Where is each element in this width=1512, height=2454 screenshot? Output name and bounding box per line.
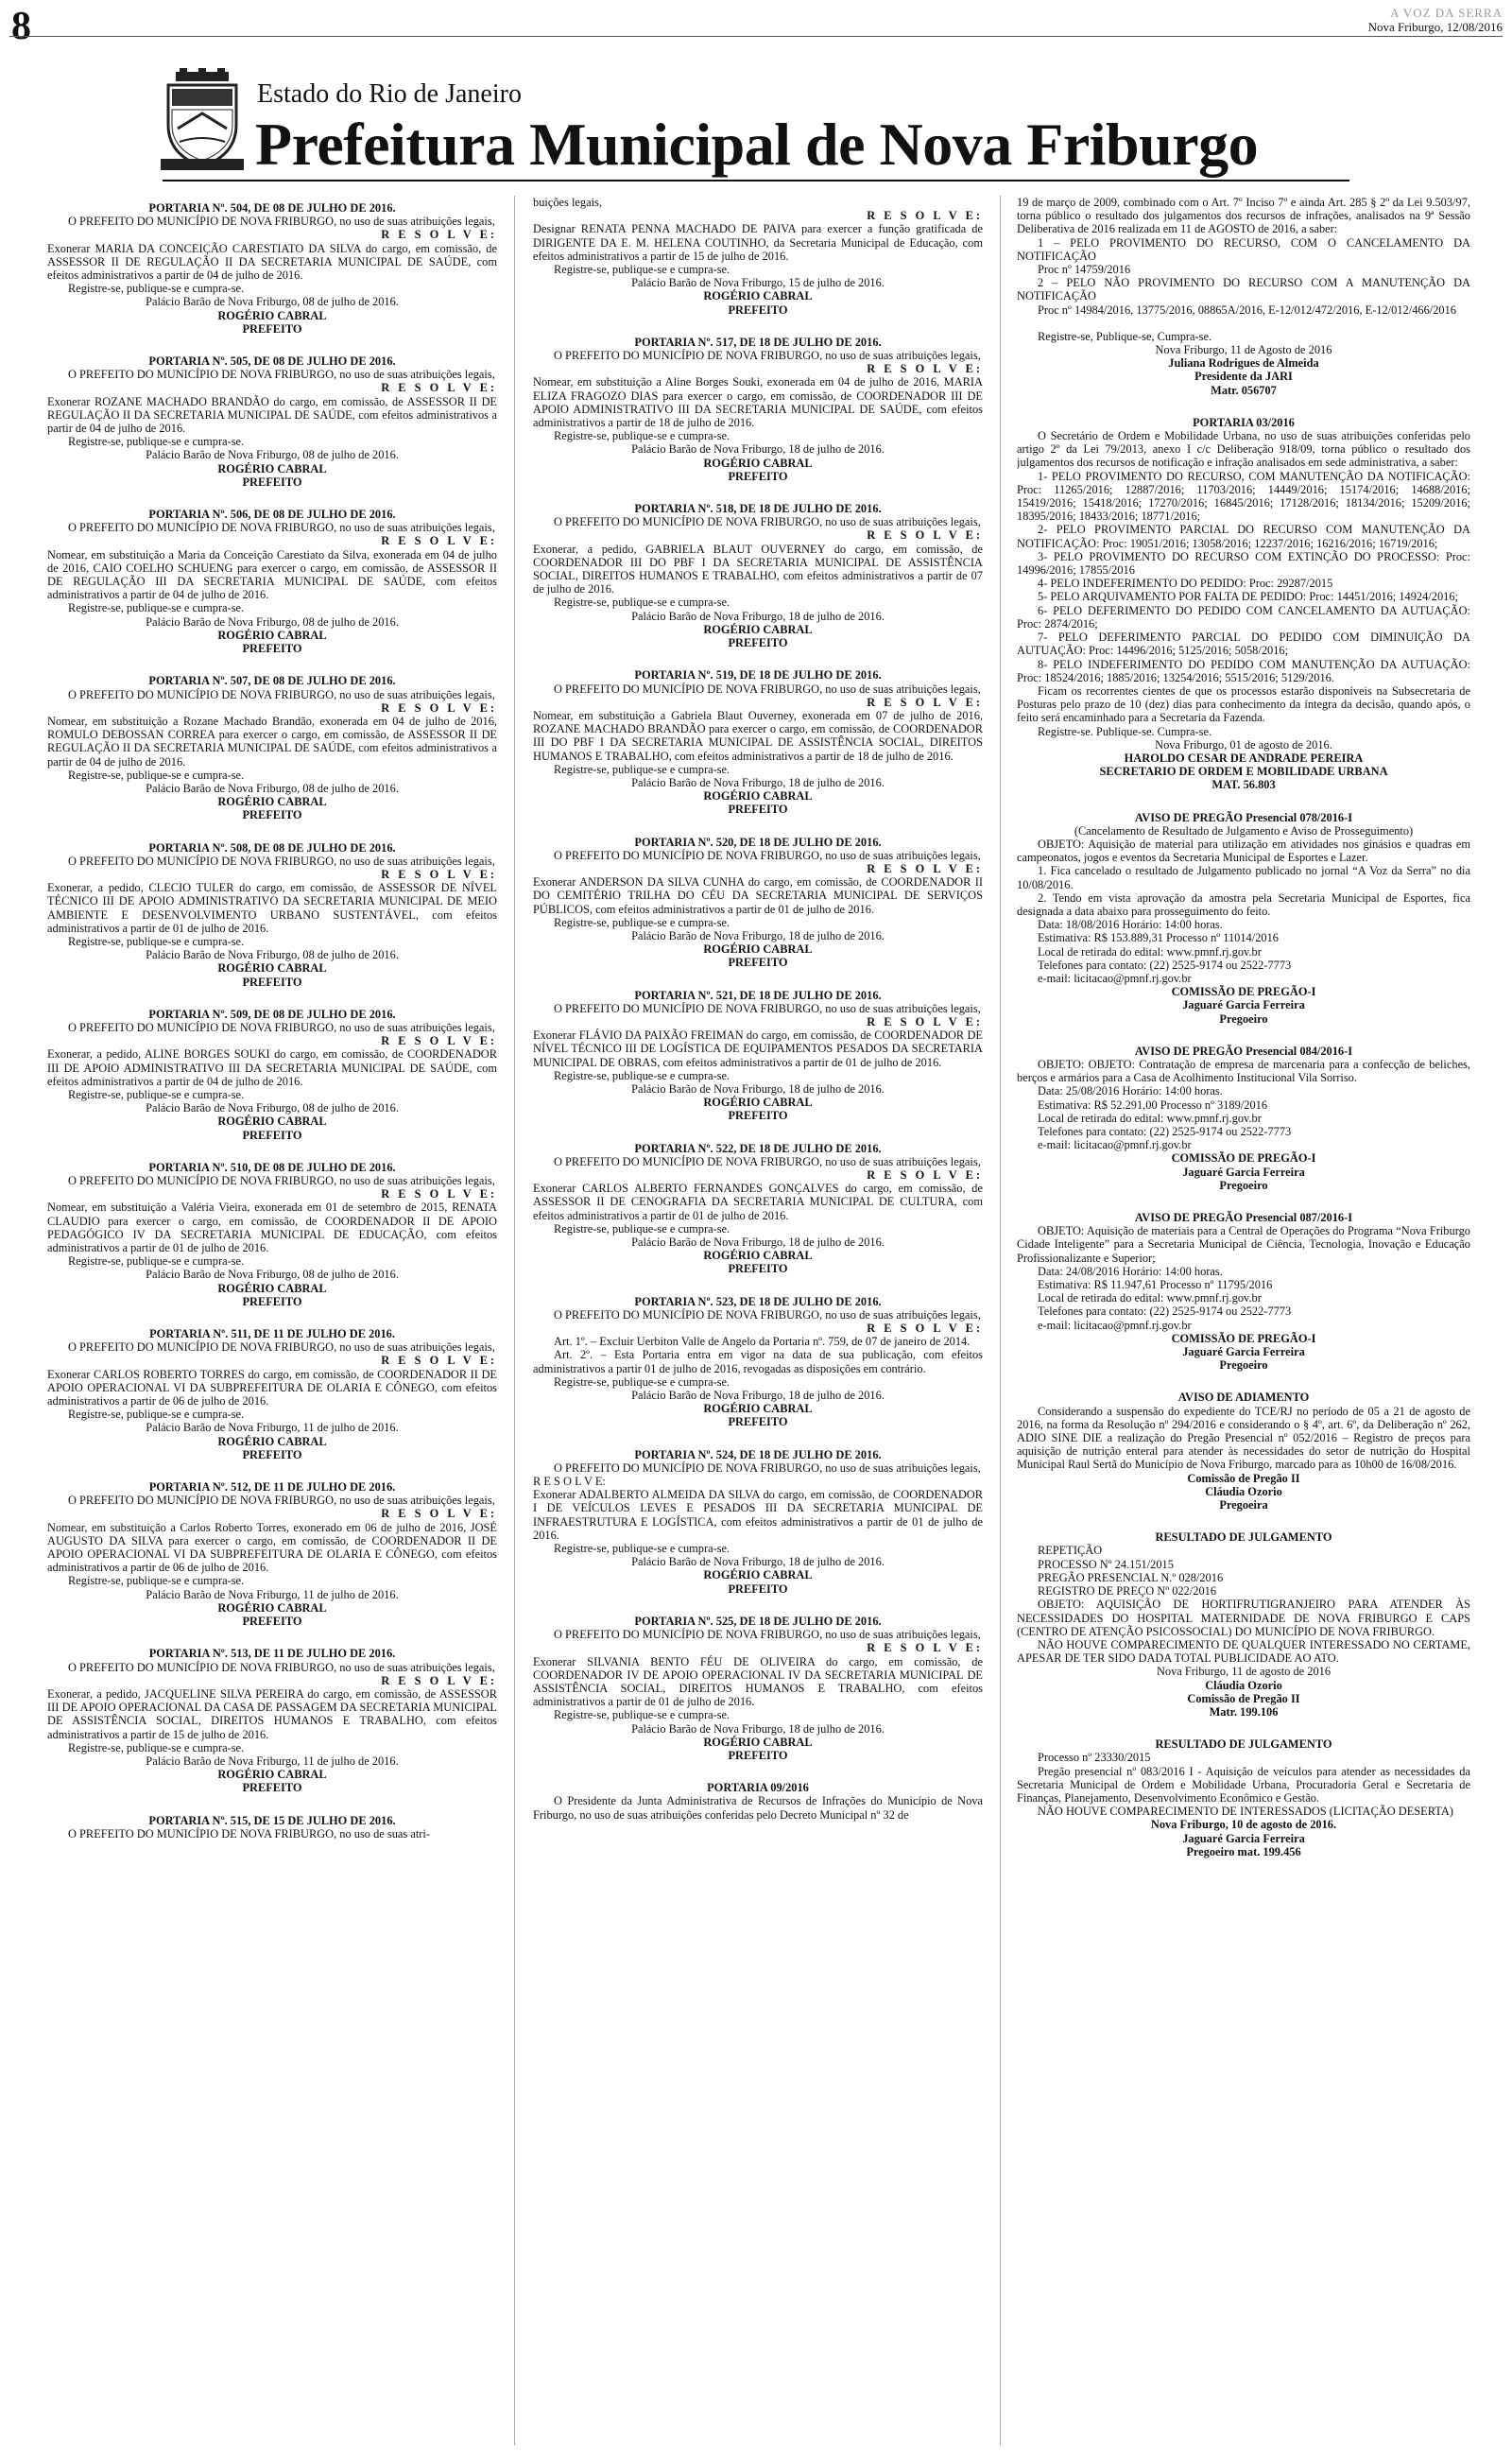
signature-line: PREFEITO xyxy=(728,1262,788,1276)
resolve-heading: R E S O L V E: xyxy=(381,700,497,715)
signature-line: Jaguaré Garcia Ferreira xyxy=(1182,1831,1305,1845)
paragraph: Registre-se, publique-se e cumpra-se. xyxy=(68,1408,245,1422)
city-coat-of-arms-icon xyxy=(159,68,246,172)
column-3 xyxy=(1017,196,1470,2445)
signature-line: ROGÉRIO CABRAL xyxy=(217,795,327,809)
section-title: RESULTADO DE JULGAMENTO xyxy=(1155,1530,1332,1545)
paragraph: 2 – PELO NÃO PROVIMENTO DO RECURSO COM A MANUTENÇÃO DA NOTIFICAÇÃO xyxy=(1017,276,1470,303)
top-rule xyxy=(9,36,1503,37)
spacer xyxy=(47,1461,497,1475)
spacer xyxy=(1017,1719,1470,1732)
paragraph: R E S O L V E: xyxy=(533,1475,606,1489)
dateline: Palácio Barão de Nova Friburgo, 18 de julho de 2016. xyxy=(631,609,885,623)
section-title: PORTARIA 03/2016 xyxy=(1193,415,1295,429)
dateline: Palácio Barão de Nova Friburgo, 11 de julho de 2016. xyxy=(146,1754,399,1768)
section-title: PORTARIA Nº. 521, DE 18 DE JULHO DE 2016. xyxy=(634,988,882,1002)
signature-line: PREFEITO xyxy=(242,808,302,822)
section-title: PORTARIA Nº. 515, DE 15 DE JULHO DE 2016. xyxy=(148,1813,396,1827)
signature-line: Cláudia Ozorio xyxy=(1205,1484,1282,1498)
paragraph: Proc nº 14984/2016, 13775/2016, 08865A/2016, E-12/012/472/2016, E-12/012/466/2016 xyxy=(1038,302,1457,317)
spacer xyxy=(47,1142,497,1155)
signature-line: Nova Friburgo, 10 de agosto de 2016. xyxy=(1150,1818,1337,1832)
spacer xyxy=(1017,1372,1470,1385)
paragraph: Registre-se, publique-se e cumpra-se. xyxy=(68,1254,245,1269)
signature-line: Pregoeiro xyxy=(1219,1358,1268,1373)
spacer xyxy=(1017,1512,1470,1525)
paragraph: Registre-se, publique-se e cumpra-se. xyxy=(554,915,730,929)
section-title: PORTARIA Nº. 518, DE 18 DE JULHO DE 2016. xyxy=(634,502,882,516)
signature-line: SECRETARIO DE ORDEM E MOBILIDADE URBANA xyxy=(1099,765,1388,779)
signature-line: ROGÉRIO CABRAL xyxy=(217,961,327,976)
dateline: Palácio Barão de Nova Friburgo, 08 de julho de 2016. xyxy=(146,448,399,462)
dateline: Palácio Barão de Nova Friburgo, 08 de julho de 2016. xyxy=(146,948,399,962)
signature-line: Cláudia Ozorio xyxy=(1205,1678,1282,1692)
section-title: PORTARIA Nº. 504, DE 08 DE JULHO DE 2016. xyxy=(148,201,396,215)
dateline: Nova Friburgo, 01 de agosto de 2016. xyxy=(1155,737,1332,752)
paragraph: 3- PELO PROVIMENTO DO RECURSO COM EXTINÇÃO DO PROCESSO: Proc: 14996/2016; 17855/2016 xyxy=(1017,549,1470,578)
paragraph: Registre-se. Publique-se. Cumpra-se. xyxy=(1038,724,1212,738)
paragraph: Considerando a suspensão do expediente do TCE/RJ no período de 05 a 21 de agosto de 2016, na forma da Resolução nº 294/2016 e considerando o § 4º, art. 6º, da Deliberação nº 262, ADIO SINE DIE a realização do Pregão Presencial nº 052/2016 – Registro de preços para aquisição de nutrição enteral para atender às necessidades do setor de nutrição do Hospital Municipal Raul Sertã do Município de Nova Friburgo, marcado para as 10h00 de 16/08/2016. xyxy=(1017,1404,1470,1472)
spacer xyxy=(47,489,497,502)
signature-line: PREFEITO xyxy=(242,1447,302,1461)
dateline: Palácio Barão de Nova Friburgo, 18 de julho de 2016. xyxy=(631,775,885,789)
paragraph: Registre-se, publique-se e cumpra-se. xyxy=(554,429,730,443)
dateline: (Cancelamento de Resultado de Julgamento e Aviso de Prosseguimento) xyxy=(1074,823,1414,838)
signature-line: ROGÉRIO CABRAL xyxy=(217,628,327,642)
paragraph: Registre-se, publique-se e cumpra-se. xyxy=(554,596,730,610)
paragraph: Telefones para contato: (22) 2525-9174 ou 2522-7773 xyxy=(1038,1125,1292,1138)
paragraph: Nomear, em substituição a Aline Borges Souki, exonerada em 04 de julho de 2016, MARIA ELIZA FRAGOZO DIAS para exercer o cargo, em comissão, de COORDENADOR III DE APOIO ADMINISTRATIVO III DA SECRETARIA MUNICIPAL DE SAÚDE, com efeitos administrativos a partir de 18 de julho de 2016. xyxy=(533,375,983,430)
paragraph: Telefones para contato: (22) 2525-9174 ou 2522-7773 xyxy=(1038,958,1292,972)
paragraph: Proc nº 14759/2016 xyxy=(1038,263,1131,277)
signature-line: Pregoeiro xyxy=(1219,1178,1268,1192)
paragraph: Exonerar SILVANIA BENTO FÉU DE OLIVEIRA do cargo, em comissão, de COORDENADOR IV DE APOIO OPERACIONAL IV DA SECRETARIA MUNICIPAL DE ASSISTÊNCIA SOCIAL, DIREITOS HUMANOS E TRABALHO, com efeitos administrativos a partir de 01 de julho de 2016. xyxy=(533,1654,983,1709)
signature-line: ROGÉRIO CABRAL xyxy=(703,622,813,636)
resolve-heading: R E S O L V E: xyxy=(867,695,983,709)
signature-line: ROGÉRIO CABRAL xyxy=(703,942,813,957)
city-hall-title: Prefeitura Municipal de Nova Friburgo xyxy=(255,111,1259,178)
paragraph: Exonerar FLÁVIO DA PAIXÃO FREIMAN do cargo, em comissão, de COORDENADOR DE NÍVEL TÉCNICO III DE LOGÍSTICA DE EQUIPAMENTOS PESADOS DA SECRETARIA MUNICIPAL DE OBRAS, com efeitos administrativos a partir de 01 de julho de 2016. xyxy=(533,1028,983,1069)
signature-line: COMISSÃO DE PREGÃO-I xyxy=(1171,1151,1316,1166)
signature-line: ROGÉRIO CABRAL xyxy=(703,1568,813,1582)
dateline: Palácio Barão de Nova Friburgo, 18 de julho de 2016. xyxy=(631,442,885,457)
section-title: AVISO DE PREGÃO Presencial 078/2016-I xyxy=(1134,810,1353,824)
spacer xyxy=(47,822,497,836)
signature-line: ROGÉRIO CABRAL xyxy=(703,289,813,303)
section-title: AVISO DE PREGÃO Presencial 084/2016-I xyxy=(1134,1044,1353,1058)
paragraph: Local de retirada do edital: www.pmnf.rj.gov.br xyxy=(1038,1111,1262,1125)
signature-line: PREFEITO xyxy=(728,636,788,650)
signature-line: MAT. 56.803 xyxy=(1211,778,1276,792)
signature-line: ROGÉRIO CABRAL xyxy=(703,1249,813,1263)
paragraph: O PREFEITO DO MUNICÍPIO DE NOVA FRIBURGO, no uso de suas atribuições legais, xyxy=(554,1001,981,1015)
paragraph: Processo nº 23330/2015 xyxy=(1038,1751,1151,1765)
paragraph: e-mail: licitacao@pmnf.rj.gov.br xyxy=(1038,1318,1192,1332)
dateline: Nova Friburgo, 11 de agosto de 2016 xyxy=(1156,1665,1332,1679)
spacer xyxy=(533,1596,983,1609)
paragraph: Registre-se, publique-se e cumpra-se. xyxy=(554,1374,730,1389)
resolve-heading: R E S O L V E: xyxy=(867,861,983,875)
signature-line: PREFEITO xyxy=(242,1128,302,1142)
header-rule xyxy=(163,180,1349,181)
paragraph: Exonerar, a pedido, CLECIO TULER do cargo, em comissão, de ASSESSOR DE NÍVEL TÉCNICO III DE APOIO ADMINISTRATIVO DA SECRETARIA MUNICIPAL DE MEIO AMBIENTE E DESENVOLVIMENTO URBANO SUSTENTÁVEL, com efeitos administrativos a partir de 01 de julho de 2016. xyxy=(47,881,497,935)
paragraph: e-mail: licitacao@pmnf.rj.gov.br xyxy=(1038,1138,1192,1152)
spacer xyxy=(47,1628,497,1641)
signature-line: ROGÉRIO CABRAL xyxy=(217,1768,327,1782)
paragraph: Registre-se, publique-se e cumpra-se. xyxy=(68,1574,245,1588)
section-title: PORTARIA Nº. 511, DE 11 DE JULHO DE 2016. xyxy=(149,1327,395,1341)
spacer xyxy=(1017,1192,1470,1205)
signature-line: ROGÉRIO CABRAL xyxy=(217,1434,327,1448)
signature-line: PREFEITO xyxy=(242,475,302,489)
paragraph: Registre-se, publique-se e cumpra-se. xyxy=(68,282,245,296)
publication-date: Nova Friburgo, 12/08/2016 xyxy=(1367,20,1503,34)
paragraph: Nomear, em substituição a Carlos Roberto Torres, exonerado em 06 de julho de 2016, JOSÉ AUGUSTO DA SILVA para exercer o cargo, em comissão, de COORDENADOR II DE APOIO OPERACIONAL VI DA SUBPREFEITURA DE OLARIA E CÔNEGO, com efeitos administrativos a partir de 06 de julho de 2016. xyxy=(47,1520,497,1575)
signature-line: ROGÉRIO CABRAL xyxy=(703,1096,813,1110)
signature-line: Pregoeira xyxy=(1219,1498,1268,1512)
resolve-heading: R E S O L V E: xyxy=(381,1034,497,1048)
paragraph: 6- PELO DEFERIMENTO DO PEDIDO COM CANCELAMENTO DA AUTUAÇÃO: Proc: 2874/2016; xyxy=(1017,603,1470,631)
section-title: PORTARIA Nº. 510, DE 08 DE JULHO DE 2016. xyxy=(148,1160,396,1174)
paragraph: Registre-se, publique-se e cumpra-se. xyxy=(554,1068,730,1082)
paragraph: 4- PELO INDEFERIMENTO DO PEDIDO: Proc: 29287/2015 xyxy=(1038,577,1333,591)
paragraph: 7- PELO DEFERIMENTO PARCIAL DO PEDIDO COM DIMINUIÇÃO DA AUTUAÇÃO: Proc: 14496/2016; 5125/2016; 5058/2016; xyxy=(1017,631,1470,658)
signature-line: PREFEITO xyxy=(242,1781,302,1795)
paragraph: Estimativa: R$ 11.947,61 Processo nº 11795/2016 xyxy=(1038,1278,1273,1292)
paragraph: 1- PELO PROVIMENTO DO RECURSO, COM MANUTENÇÃO DA NOTIFICAÇÃO: Proc: 11265/2016; 12887/2016; 11703/2016; 14449/2016; 15174/2016; 14688/2016; 15419/2016; 15418/2016; 17270/2016; 16845/2016; 17128/2016; 18134/2016; 15209/2016; 18395/2016; 18433/2016; 18771/2016; xyxy=(1017,469,1470,524)
resolve-heading: R E S O L V E: xyxy=(867,1641,983,1655)
page-number: 8 xyxy=(11,5,31,48)
paragraph: Registre-se, publique-se e cumpra-se. xyxy=(554,762,730,776)
section-title: PORTARIA 09/2016 xyxy=(707,1781,809,1795)
dateline: Palácio Barão de Nova Friburgo, 18 de julho de 2016. xyxy=(631,1389,885,1403)
signature-line: PREFEITO xyxy=(242,642,302,656)
resolve-heading: R E S O L V E: xyxy=(867,528,983,543)
signature-line: PREFEITO xyxy=(728,469,788,483)
signature-line: Juliana Rodrigues de Almeida xyxy=(1168,356,1319,371)
resolve-heading: R E S O L V E: xyxy=(381,1187,497,1201)
paragraph: Exonerar, a pedido, JACQUELINE SILVA PEREIRA do cargo, em comissão, de ASSESSOR III DE APOIO OPERACIONAL DA CASA DE PASSAGEM DA SECRETARIA MUNICIPAL DE ASSISTÊNCIA SOCIAL, DIREITOS HUMANOS E TRABALHO, com efeitos administrativos a partir de 15 de julho de 2016. xyxy=(47,1686,497,1741)
paragraph: Nomear, em substituição a Gabriela Blaut Ouverney, exonerada em 07 de julho de 2016, ROZANE MACHADO BRANDÃO para exercer o cargo, em comissão, de COORDENADOR III DO PBF I DA SECRETARIA MUNICIPAL DE ASSISTÊNCIA SOCIAL, DIREITOS HUMANOS E TRABALHO, com efeitos administrativos a partir de 18 de julho de 2016. xyxy=(533,708,983,763)
paragraph: buições legais, xyxy=(533,196,602,209)
resolve-heading: R E S O L V E: xyxy=(381,1354,497,1368)
signature-line: PREFEITO xyxy=(728,1581,788,1596)
section-title: PORTARIA Nº. 513, DE 11 DE JULHO DE 2016. xyxy=(148,1647,396,1661)
publication-name: A VOZ DA SERRA xyxy=(1390,6,1503,20)
signature-line: Jaguaré Garcia Ferreira xyxy=(1182,998,1305,1012)
signature-line: Presidente da JARI xyxy=(1194,370,1293,384)
paragraph: O PREFEITO DO MUNICÍPIO DE NOVA FRIBURGO, no uso de suas atribuições legais, xyxy=(554,848,981,862)
paragraph: Registre-se, publique-se e cumpra-se. xyxy=(554,1708,730,1722)
resolve-heading: R E S O L V E: xyxy=(381,381,497,395)
paragraph: OBJETO: Aquisição de material para utilização em atividades nos ginásios e quadras em campeonatos, jogos e eventos da Secretaria Municipal de Esportes e Lazer. xyxy=(1017,837,1470,865)
masthead-info xyxy=(1368,6,1503,34)
resolve-heading: R E S O L V E: xyxy=(867,1014,983,1028)
signature-line: COMISSÃO DE PREGÃO-I xyxy=(1171,1331,1316,1345)
spacer xyxy=(47,989,497,1002)
dateline: Palácio Barão de Nova Friburgo, 18 de julho de 2016. xyxy=(631,1081,885,1096)
paragraph: 1. Fica cancelado o resultado de Julgamento publicado no jornal “A Voz da Serra” no dia 10/08/2016. xyxy=(1017,864,1470,891)
dateline: Palácio Barão de Nova Friburgo, 08 de julho de 2016. xyxy=(146,295,399,309)
paragraph: Registre-se, publique-se e cumpra-se. xyxy=(68,768,245,782)
signature-line: Matr. 056707 xyxy=(1211,383,1277,397)
paragraph: O PREFEITO DO MUNICÍPIO DE NOVA FRIBURGO, no uso de suas atribuições legais, xyxy=(554,1307,981,1322)
spacer xyxy=(1017,317,1470,330)
paragraph: O Secretário de Ordem e Mobilidade Urbana, no uso de suas atribuições conferidas pelo artigo 2º da Lei 79/2013, anexo I c/c Deliberação 918/09, torna público o resultado dos julgamentos dos recursos de notificação e infração analisados em sede administrativa, a saber: xyxy=(1017,429,1470,470)
section-title: PORTARIA Nº. 517, DE 18 DE JULHO DE 2016. xyxy=(634,335,882,349)
dateline: Palácio Barão de Nova Friburgo, 11 de julho de 2016. xyxy=(146,1587,399,1601)
paragraph: Registre-se, publique-se e cumpra-se. xyxy=(68,435,245,449)
paragraph: Exonerar MARIA DA CONCEIÇÃO CARESTIATO DA SILVA do cargo, em comissão, de ASSESSOR II DE REGULAÇÃO II DA SECRETARIA MUNICIPAL DE SAÚDE, com efeitos administrativos a partir de 04 de julho de 2016. xyxy=(47,241,497,283)
signature-line: PREFEITO xyxy=(242,1294,302,1308)
signature-line: ROGÉRIO CABRAL xyxy=(703,456,813,470)
paragraph: Pregão presencial nº 083/2016 I - Aquisição de veículos para atender as necessidades da Secretaria Municipal de Ordem e Mobilidade Urbana, Procuradoria Geral e Secretaria de Finanças, Planejamento, Desenvolvimento Econômico e Gestão. xyxy=(1017,1764,1470,1805)
paragraph: Registre-se, publique-se e cumpra-se. xyxy=(68,601,245,615)
paragraph: Data: 25/08/2016 Horário: 14:00 horas. xyxy=(1038,1084,1223,1098)
paragraph: O Presidente da Junta Administrativa de Recursos de Infrações do Município de Nova Friburgo, no uso de suas atribuições conferidas pelo Decreto Municipal nº 32 de xyxy=(533,1794,983,1822)
section-title: PORTARIA Nº. 524, DE 18 DE JULHO DE 2016. xyxy=(634,1447,882,1461)
paragraph: Nomear, em substituição a Rozane Machado Brandão, exonerada em 04 de julho de 2016, ROMULO DEBOSSAN CORREA para exercer o cargo, em comissão, de ASSESSOR II DE REGULAÇÃO II DA SECRETARIA MUNICIPAL DE SAÚDE, com efeitos administrativos a partir de 04 de julho de 2016. xyxy=(47,714,497,769)
signature-line: ROGÉRIO CABRAL xyxy=(217,308,327,322)
paragraph: NÃO HOUVE COMPARECIMENTO DE INTERESSADOS (LICITAÇÃO DESERTA) xyxy=(1038,1805,1453,1819)
signature-line: PREFEITO xyxy=(728,302,788,317)
dateline: Nova Friburgo, 11 de Agosto de 2016 xyxy=(1155,343,1332,357)
dateline: Palácio Barão de Nova Friburgo, 18 de julho de 2016. xyxy=(631,928,885,942)
resolve-heading: R E S O L V E: xyxy=(867,362,983,376)
paragraph: e-mail: licitacao@pmnf.rj.gov.br xyxy=(1038,971,1192,985)
signature-line: COMISSÃO DE PREGÃO-I xyxy=(1171,985,1316,999)
spacer xyxy=(1017,792,1470,805)
paragraph: 1 – PELO PROVIMENTO DO RECURSO, COM O CANCELAMENTO DA NOTIFICAÇÃO xyxy=(1017,235,1470,263)
spacer xyxy=(533,1123,983,1136)
signature-line: Jaguaré Garcia Ferreira xyxy=(1182,1345,1305,1359)
column-divider xyxy=(1000,196,1001,2445)
signature-line: Pregoeiro mat. 199.456 xyxy=(1186,1844,1301,1858)
signature-line: Comissão de Pregão II xyxy=(1187,1691,1300,1705)
section-title: PORTARIA Nº. 509, DE 08 DE JULHO DE 2016. xyxy=(148,1007,396,1021)
paragraph: Exonerar, a pedido, ALINE BORGES SOUKI do cargo, em comissão, de COORDENADOR III DE APOIO ADMINISTRATIVO III DA SECRETARIA MUNICIPAL DE SAÚDE, com efeitos administrativos a partir de 04 de julho de 2016. xyxy=(47,1047,497,1088)
paragraph: Exonerar ANDERSON DA SILVA CUNHA do cargo, em comissão, de COORDENADOR II DO CEMITÉRIO TRILHA DO CÉU DA SECRETARIA MUNICIPAL DE SERVIÇOS PÚBLICOS, com efeitos administrativos a partir de 01 de julho de 2016. xyxy=(533,875,983,916)
paragraph: Local de retirada do edital: www.pmnf.rj.gov.br xyxy=(1038,944,1262,959)
resolve-heading: R E S O L V E: xyxy=(867,209,983,223)
signature-line: Comissão de Pregão II xyxy=(1187,1471,1300,1485)
paragraph: Data: 18/08/2016 Horário: 14:00 horas. xyxy=(1038,918,1223,932)
paragraph: 8- PELO INDEFERIMENTO DO PEDIDO COM MANUTENÇÃO DA AUTUAÇÃO: Proc: 18524/2016; 1885/2016; 13254/2016; 5515/2016; 5129/2016. xyxy=(1017,657,1470,684)
paragraph: Registre-se, publique-se e cumpra-se. xyxy=(68,1740,245,1754)
paragraph: Estimativa: R$ 153.889,31 Processo nº 11014/2016 xyxy=(1038,931,1279,945)
dateline: Palácio Barão de Nova Friburgo, 11 de julho de 2016. xyxy=(146,1421,399,1435)
signature-line: PREFEITO xyxy=(242,975,302,989)
paragraph: NÃO HOUVE COMPARECIMENTO DE QUALQUER INTERESSADO NO CERTAME, APESAR DE TER SIDO DADA TOTAL PUBLICIDADE AO ATO. xyxy=(1017,1637,1470,1666)
signature-line: PREFEITO xyxy=(242,1615,302,1629)
paragraph: O PREFEITO DO MUNICÍPIO DE NOVA FRIBURGO, no uso de suas atri- xyxy=(68,1826,430,1840)
signature-line: ROGÉRIO CABRAL xyxy=(217,1281,327,1295)
section-title: PORTARIA Nº. 506, DE 08 DE JULHO DE 2016. xyxy=(148,508,396,522)
dateline: Palácio Barão de Nova Friburgo, 18 de julho de 2016. xyxy=(631,1555,885,1569)
spacer xyxy=(533,1276,983,1289)
dateline: Palácio Barão de Nova Friburgo, 18 de julho de 2016. xyxy=(631,1236,885,1250)
paragraph: Data: 24/08/2016 Horário: 14:00 horas. xyxy=(1038,1264,1223,1278)
paragraph: Local de retirada do edital: www.pmnf.rj.gov.br xyxy=(1038,1291,1262,1305)
signature-line: ROGÉRIO CABRAL xyxy=(703,1735,813,1749)
signature-line: PREFEITO xyxy=(728,1109,788,1123)
spacer xyxy=(533,483,983,496)
paragraph: OBJETO: OBJETO: Contratação de empresa de marcenaria para a confecção de beliches, berços e armários para a Casa de Acolhimento Institucional Vila Sorriso. xyxy=(1017,1057,1470,1085)
spacer xyxy=(47,655,497,668)
paragraph: PREGÃO PRESENCIAL N.º 028/2016 xyxy=(1038,1570,1224,1584)
paragraph: O PREFEITO DO MUNICÍPIO DE NOVA FRIBURGO, no uso de suas atribuições legais, xyxy=(554,1154,981,1168)
signature-line: Matr. 199.106 xyxy=(1209,1704,1279,1719)
spacer xyxy=(47,1795,497,1808)
section-title: PORTARIA Nº. 505, DE 08 DE JULHO DE 2016. xyxy=(148,354,396,369)
paragraph: 2- PELO PROVIMENTO PARCIAL DO RECURSO COM MANUTENÇÃO DA NOTIFICAÇÃO: Proc: 19051/2016; 13058/2016; 12237/2016; 16216/2016; 16719/2016; xyxy=(1017,523,1470,550)
section-title: PORTARIA Nº. 522, DE 18 DE JULHO DE 2016. xyxy=(634,1141,882,1155)
paragraph: Registre-se, publique-se e cumpra-se. xyxy=(68,934,245,948)
resolve-heading: R E S O L V E: xyxy=(381,867,497,881)
dateline: Palácio Barão de Nova Friburgo, 08 de julho de 2016. xyxy=(146,1101,399,1115)
spacer xyxy=(47,336,497,349)
paragraph: PROCESSO Nº 24.151/2015 xyxy=(1038,1557,1174,1571)
paragraph: REPETIÇÃO xyxy=(1038,1544,1103,1558)
paragraph: O PREFEITO DO MUNICÍPIO DE NOVA FRIBURGO, no uso de suas atribuições legais, xyxy=(554,1460,981,1475)
paragraph: Exonerar CARLOS ROBERTO TORRES do cargo, em comissão, de COORDENADOR II DE APOIO OPERACIONAL VI DA SUBPREFEITURA DE OLARIA E CÔNEGO, com efeitos administrativos a partir de 06 de julho de 2016. xyxy=(47,1367,497,1408)
signature-line: PREFEITO xyxy=(728,1415,788,1429)
paragraph: 5- PELO ARQUIVAMENTO POR FALTA DE PEDIDO: Proc: 14451/2016; 14924/2016; xyxy=(1038,590,1458,604)
section-title: PORTARIA Nº. 520, DE 18 DE JULHO DE 2016. xyxy=(634,835,882,849)
signature-line: PREFEITO xyxy=(728,803,788,817)
resolve-heading: R E S O L V E: xyxy=(381,228,497,242)
paragraph: Exonerar ADALBERTO ALMEIDA DA SILVA do cargo, em comissão, de COORDENADOR I DE VEÍCULOS LEVES E PESADOS III DA SECRETARIA MUNICIPAL DE INFRAESTRUTURA E LOGÍSTICA, com efeitos administrativos a partir de 01 de julho de 2016. xyxy=(533,1488,983,1542)
spacer xyxy=(1017,1026,1470,1039)
paragraph: O PREFEITO DO MUNICÍPIO DE NOVA FRIBURGO, no uso de suas atribuições legais, xyxy=(68,1174,495,1187)
dateline: Palácio Barão de Nova Friburgo, 08 de julho de 2016. xyxy=(146,781,399,795)
paragraph: O PREFEITO DO MUNICÍPIO DE NOVA FRIBURGO, no uso de suas atribuições legais, xyxy=(554,349,981,363)
paragraph: OBJETO: AQUISIÇÃO DE HORTIFRUTIGRANJEIRO PARA ATENDER ÀS NECESSIDADES DO HOSPITAL MATERNIDADE DE NOVA FRIBURGO E CAPS (CENTRO DE ATENÇÃO PSICOSSOCIAL) DO MUNICÍPIO DE NOVA FRIBURGO. xyxy=(1017,1598,1470,1638)
paragraph: O PREFEITO DO MUNICÍPIO DE NOVA FRIBURGO, no uso de suas atribuições legais, xyxy=(68,687,495,701)
signature-line: HAROLDO CESAR DE ANDRADE PEREIRA xyxy=(1124,751,1364,765)
paragraph: Registre-se, publique-se e cumpra-se. xyxy=(554,1221,730,1236)
spacer xyxy=(533,970,983,983)
paragraph: Ficam os recorrentes cientes de que os processos estarão disponíveis na Subsecretaria de Posturas pelo prazo de 10 (dez) dias para conhecimento da íntegra da decisão, quando após, o feito será encaminhado para a Secretaria da Fazenda. xyxy=(1017,683,1470,725)
paragraph: Nomear, em substituição a Valéria Vieira, exonerada em 01 de setembro de 2015, RENATA CLAUDIO para exercer o cargo, em comissão, de COORDENADOR II DE APOIO PEDAGÓGICO IV DA SECRETARIA MUNICIPAL DE EDUCAÇÃO, com efeitos administrativos a partir de 01 de julho de 2016. xyxy=(47,1201,497,1255)
paragraph: 2. Tendo em vista aprovação da amostra pela Secretaria Municipal de Esportes, fica designada a data abaixo para prosseguimento do feito. xyxy=(1017,890,1470,918)
spacer xyxy=(533,1429,983,1443)
paragraph: O PREFEITO DO MUNICÍPIO DE NOVA FRIBURGO, no uso de suas atribuições legais, xyxy=(554,515,981,529)
paragraph: Art. 1º. – Excluir Uerbiton Valle de Angelo da Portaria nº. 759, de 07 de janeiro de 2014. xyxy=(554,1335,971,1349)
paragraph: Estimativa: R$ 52.291,00 Processo nº 3189/2016 xyxy=(1038,1097,1268,1112)
spacer xyxy=(533,817,983,830)
column-2 xyxy=(533,196,983,2445)
section-title: PORTARIA Nº. 512, DE 11 DE JULHO DE 2016. xyxy=(148,1480,396,1495)
section-title: PORTARIA Nº. 523, DE 18 DE JULHO DE 2016. xyxy=(634,1294,882,1308)
spacer xyxy=(533,317,983,330)
section-title: PORTARIA Nº. 525, DE 18 DE JULHO DE 2016. xyxy=(634,1614,882,1628)
paragraph: Art. 2º. – Esta Portaria entra em vigor na data de sua publicação, com efeitos administrativos a partir 01 de julho de 2016, revogadas as disposições em contrário. xyxy=(533,1348,983,1375)
paragraph: Registre-se, Publique-se, Cumpra-se. xyxy=(1038,329,1212,343)
paragraph: Exonerar, a pedido, GABRIELA BLAUT OUVERNEY do cargo, em comissão, de COORDENADOR III DO PBF I DA SECRETARIA MUNICIPAL DE ASSISTÊNCIA SOCIAL, DIREITOS HUMANOS E TRABALHO, com efeitos administrativos a partir de 07 de julho de 2016. xyxy=(533,542,983,596)
section-title: RESULTADO DE JULGAMENTO xyxy=(1155,1737,1332,1752)
spacer xyxy=(533,1762,983,1775)
signature-line: PREFEITO xyxy=(242,321,302,336)
paragraph: O PREFEITO DO MUNICÍPIO DE NOVA FRIBURGO, no uso de suas atribuições legais, xyxy=(68,1020,495,1034)
paragraph: O PREFEITO DO MUNICÍPIO DE NOVA FRIBURGO, no uso de suas atribuições legais, xyxy=(68,215,495,229)
paragraph: Registre-se, publique-se e cumpra-se. xyxy=(554,263,730,277)
resolve-heading: R E S O L V E: xyxy=(867,1322,983,1336)
section-title: PORTARIA Nº. 519, DE 18 DE JULHO DE 2016. xyxy=(634,668,882,683)
section-title: AVISO DE ADIAMENTO xyxy=(1177,1391,1310,1405)
signature-line: Jaguaré Garcia Ferreira xyxy=(1182,1165,1305,1179)
spacer xyxy=(47,1308,497,1322)
dateline: Palácio Barão de Nova Friburgo, 08 de julho de 2016. xyxy=(146,1268,399,1282)
paragraph: O PREFEITO DO MUNICÍPIO DE NOVA FRIBURGO, no uso de suas atribuições legais, xyxy=(68,521,495,535)
dateline: Palácio Barão de Nova Friburgo, 15 de julho de 2016. xyxy=(631,276,885,290)
signature-line: Pregoeiro xyxy=(1219,1011,1268,1026)
dateline: Palácio Barão de Nova Friburgo, 18 de julho de 2016. xyxy=(631,1721,885,1736)
paragraph: Designar RENATA PENNA MACHADO DE PAIVA para exercer a função gratificada de DIRIGENTE DA E. M. HELENA COUTINHO, da Secretaria Municipal de Educação, com efeitos administrativos a partir de 15 de julho de 2016. xyxy=(533,222,983,263)
paragraph: OBJETO: Aquisição de materiais para a Central de Operações do Programa “Nova Friburgo Cidade Inteligente” para a Secretaria Municipal de Ciência, Tecnologia, Inovação e Educação Profissionalizante e Superior; xyxy=(1017,1224,1470,1265)
section-title: AVISO DE PREGÃO Presencial 087/2016-I xyxy=(1134,1211,1353,1225)
signature-line: ROGÉRIO CABRAL xyxy=(703,789,813,804)
paragraph: 19 de março de 2009, combinado com o Art. 7º Inciso 7º e ainda Art. 285 § 2º da Lei 9.503/97, torna público o resultado dos julgamentos dos recursos de infrações, analisados na 9ª Sessão Deliberativa de 2016 realizada em 11 de AGOSTO de 2016, a saber: xyxy=(1017,196,1470,236)
resolve-heading: R E S O L V E: xyxy=(867,1168,983,1182)
dateline: Palácio Barão de Nova Friburgo, 08 de julho de 2016. xyxy=(146,614,399,629)
spacer xyxy=(533,649,983,663)
paragraph: O PREFEITO DO MUNICÍPIO DE NOVA FRIBURGO, no uso de suas atribuições legais, xyxy=(68,854,495,868)
resolve-heading: R E S O L V E: xyxy=(381,1673,497,1687)
paragraph: REGISTRO DE PREÇO Nº 022/2016 xyxy=(1038,1584,1217,1599)
signature-line: ROGÉRIO CABRAL xyxy=(703,1402,813,1416)
paragraph: Exonerar CARLOS ALBERTO FERNANDES GONÇALVES do cargo, em comissão, de ASSESSOR II DE CENOGRAFIA DA SECRETARIA MUNICIPAL DE CULTURA, com efeitos administrativos a partir de 01 de julho de 2016. xyxy=(533,1182,983,1222)
paragraph: Nomear, em substituição a Maria da Conceição Carestiato da Silva, exonerada em 04 de julho de 2016, CAIO COELHO SCHUENG para exercer o cargo, em comissão, de ASSESSOR II DE REGULAÇÃO III DA SECRETARIA MUNICIPAL DE SAÚDE, com efeitos administrativos a partir de 04 de julho de 2016. xyxy=(47,547,497,602)
signature-line: PREFEITO xyxy=(728,956,788,970)
paragraph: O PREFEITO DO MUNICÍPIO DE NOVA FRIBURGO, no uso de suas atribuições legais, xyxy=(68,1340,495,1355)
section-title: PORTARIA Nº. 507, DE 08 DE JULHO DE 2016. xyxy=(148,674,396,688)
paragraph: O PREFEITO DO MUNICÍPIO DE NOVA FRIBURGO, no uso de suas atribuições legais, xyxy=(68,368,495,382)
column-divider xyxy=(514,196,515,2445)
signature-line: ROGÉRIO CABRAL xyxy=(217,1600,327,1615)
paragraph: O PREFEITO DO MUNICÍPIO DE NOVA FRIBURGO, no uso de suas atribuições legais, xyxy=(68,1494,495,1508)
signature-line: ROGÉRIO CABRAL xyxy=(217,1115,327,1129)
section-title: PORTARIA Nº. 508, DE 08 DE JULHO DE 2016. xyxy=(148,840,396,855)
paragraph: O PREFEITO DO MUNICÍPIO DE NOVA FRIBURGO, no uso de suas atribuições legais, xyxy=(68,1660,495,1674)
paragraph: Telefones para contato: (22) 2525-9174 ou 2522-7773 xyxy=(1038,1305,1292,1319)
spacer xyxy=(1017,397,1470,410)
column-1 xyxy=(47,196,497,2445)
state-name: Estado do Rio de Janeiro xyxy=(257,79,522,109)
paragraph: Exonerar ROZANE MACHADO BRANDÃO do cargo, em comissão, de ASSESSOR II DE REGULAÇÃO II DA SECRETARIA MUNICIPAL DE SAÚDE, com efeitos administrativos a partir de 04 de julho de 2016. xyxy=(47,394,497,436)
paragraph: O PREFEITO DO MUNICÍPIO DE NOVA FRIBURGO, no uso de suas atribuições legais, xyxy=(554,1628,981,1642)
resolve-heading: R E S O L V E: xyxy=(381,1507,497,1521)
signature-line: ROGÉRIO CABRAL xyxy=(217,461,327,475)
paragraph: O PREFEITO DO MUNICÍPIO DE NOVA FRIBURGO, no uso de suas atribuições legais, xyxy=(554,682,981,696)
paragraph: Registre-se, publique-se e cumpra-se. xyxy=(554,1542,730,1556)
resolve-heading: R E S O L V E: xyxy=(381,534,497,548)
signature-line: PREFEITO xyxy=(728,1748,788,1762)
paragraph: Registre-se, publique-se e cumpra-se. xyxy=(68,1087,245,1101)
